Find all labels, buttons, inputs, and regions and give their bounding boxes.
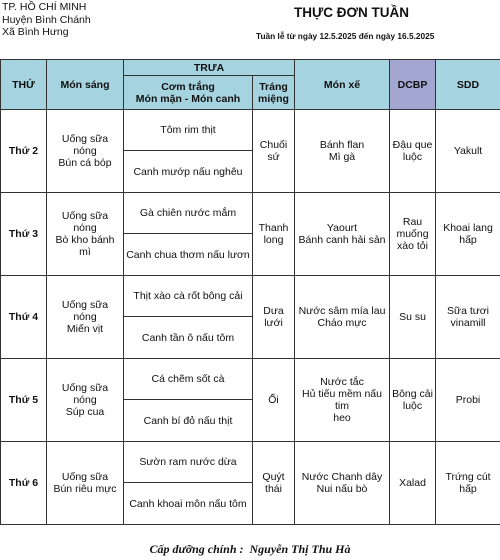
- org-city: TP. HỒ CHÍ MINH: [2, 1, 87, 13]
- org-district: Huyện Bình Chánh: [2, 13, 91, 26]
- cell-line: Trứng cút hấp: [445, 471, 491, 495]
- header-mon-sang: Món sáng: [47, 60, 124, 110]
- dessert-cell: [253, 276, 295, 359]
- cell-line: luộc: [402, 400, 423, 412]
- afternoon-snack-cell: [295, 193, 390, 276]
- org-ward: Xã Bình Hưng: [2, 26, 69, 38]
- sdd-cell: [436, 359, 500, 442]
- cell-line: Dưa lưới: [263, 305, 284, 329]
- soup-cell: Canh mướp nấu nghêu: [124, 151, 253, 193]
- cell-line: Đậu que: [392, 139, 433, 151]
- header-com-trang-line2: Món mặn - Món canh: [135, 92, 241, 105]
- cell-line: Hủ tiếu mềm nấu tim: [302, 388, 382, 412]
- header-trang-mieng-line2: miệng: [258, 92, 289, 105]
- footer-label: Cấp dưỡng chính :: [149, 542, 244, 556]
- breakfast-cell: [47, 276, 124, 359]
- cell-line: Probi: [455, 394, 481, 406]
- header-thu: THỨ: [1, 60, 47, 110]
- dcbp-cell: [390, 276, 436, 359]
- cell-line: Uống sữa nóng: [61, 133, 109, 157]
- cell-line: muống: [396, 228, 429, 240]
- breakfast-cell: [47, 193, 124, 276]
- main-dish-cell: Tôm rim thịt: [124, 110, 253, 151]
- day-cell: Thứ 5: [1, 359, 47, 442]
- sdd-cell: [436, 110, 500, 193]
- cell-line: Thanh: [258, 222, 289, 234]
- soup-cell: Canh chua thơm nấu lươn: [124, 234, 253, 276]
- dcbp-cell: [390, 359, 436, 442]
- header-trang-mieng-line1: Tráng: [259, 80, 288, 93]
- main-dish-cell: Thịt xào cà rốt bông cải: [124, 276, 253, 317]
- breakfast-cell: [47, 442, 124, 525]
- sdd-cell: [436, 442, 500, 525]
- header-dcbp: DCBP: [390, 60, 436, 110]
- organization-block: [2, 1, 91, 39]
- page-title: THỰC ĐƠN TUẦN: [294, 5, 409, 20]
- sdd-cell: [436, 193, 500, 276]
- cell-line: Bún cá bóp: [58, 157, 112, 169]
- dessert-cell: [253, 193, 295, 276]
- menu-row-main: [1, 276, 500, 317]
- cell-line: Su su: [399, 311, 426, 323]
- footer-signature: [0, 539, 500, 560]
- cell-line: Miến vịt: [66, 323, 104, 335]
- menu-row-main: [1, 442, 500, 483]
- cell-line: Uống sữa: [61, 471, 109, 483]
- main-dish-cell: Cá chẽm sốt cà: [124, 359, 253, 400]
- breakfast-cell: [47, 110, 124, 193]
- cell-line: Uống sữa nóng: [61, 299, 109, 323]
- cell-line: Chuối sứ: [259, 139, 288, 163]
- soup-cell: Canh khoai môn nấu tôm: [124, 483, 253, 525]
- cell-line: Súp cua: [65, 406, 105, 418]
- dessert-cell: [253, 359, 295, 442]
- menu-body: [1, 110, 500, 525]
- header-trua: TRƯA: [124, 60, 295, 76]
- cell-line: Bánh flan: [319, 139, 365, 151]
- cell-line: luộc: [402, 151, 423, 163]
- main-dish-cell: Sườn ram nước dừa: [124, 442, 253, 483]
- header-mon-xe: Món xế: [295, 60, 390, 110]
- cell-line: hấp: [459, 234, 477, 246]
- cell-line: heo: [333, 412, 351, 424]
- afternoon-snack-cell: [295, 276, 390, 359]
- dcbp-cell: [390, 442, 436, 525]
- cell-line: Nước sâm mía lau: [298, 305, 386, 317]
- menu-row-main: [1, 110, 500, 151]
- afternoon-snack-cell: [295, 110, 390, 193]
- cell-line: Uống sữa nóng: [61, 382, 109, 406]
- dcbp-cell: [390, 193, 436, 276]
- dcbp-cell: [390, 110, 436, 193]
- menu-row-main: [1, 359, 500, 400]
- sdd-cell: [436, 276, 500, 359]
- cell-line: Bún riêu mực: [53, 483, 117, 495]
- cell-line: xào tỏi: [397, 240, 428, 252]
- header-com-trang-line1: Cơm trắng: [161, 80, 215, 93]
- afternoon-snack-cell: [295, 442, 390, 525]
- dessert-cell: [253, 110, 295, 193]
- cell-line: vinamill: [450, 317, 486, 329]
- cell-line: Bò kho bánh mì: [55, 234, 115, 258]
- breakfast-cell: [47, 359, 124, 442]
- cell-line: Xalad: [399, 477, 426, 489]
- weekly-menu-table: [0, 59, 500, 525]
- cell-line: Quýt thái: [262, 471, 285, 495]
- cell-line: Nui nấu bò: [316, 483, 368, 495]
- cell-line: Ổi: [268, 394, 279, 406]
- dessert-cell: [253, 442, 295, 525]
- day-cell: Thứ 4: [1, 276, 47, 359]
- main-dish-cell: Gà chiên nước mắm: [124, 193, 253, 234]
- day-cell: Thứ 6: [1, 442, 47, 525]
- header-trang-mieng: [253, 76, 295, 110]
- cell-line: Sữa tươi: [447, 305, 489, 317]
- afternoon-snack-cell: [295, 359, 390, 442]
- cell-line: Nước tắc: [320, 376, 364, 388]
- cell-line: Bông cải: [392, 388, 433, 400]
- cell-line: Khoai lang: [443, 222, 493, 234]
- header-com-trang: [124, 76, 253, 110]
- footer-name: Nguyễn Thị Thu Hà: [249, 542, 351, 556]
- menu-row-main: [1, 193, 500, 234]
- cell-line: Nước Chanh dây: [301, 471, 383, 483]
- cell-line: Yakult: [453, 145, 483, 157]
- cell-line: Yaourt: [326, 222, 358, 234]
- cell-line: Cháo mực: [317, 317, 367, 329]
- cell-line: Uống sữa nóng: [61, 210, 109, 234]
- soup-cell: Canh bí đỏ nấu thịt: [124, 400, 253, 442]
- soup-cell: Canh tần ô nấu tôm: [124, 317, 253, 359]
- week-range: Tuần lễ từ ngày 12.5.2025 đến ngày 16.5.2025: [256, 31, 435, 41]
- header-sdd: SDD: [436, 60, 500, 110]
- cell-line: Rau: [402, 216, 423, 228]
- day-cell: Thứ 2: [1, 110, 47, 193]
- cell-line: long: [263, 234, 284, 246]
- day-cell: Thứ 3: [1, 193, 47, 276]
- cell-line: Mì gà: [328, 151, 356, 163]
- cell-line: Bánh canh hải sản: [298, 234, 386, 246]
